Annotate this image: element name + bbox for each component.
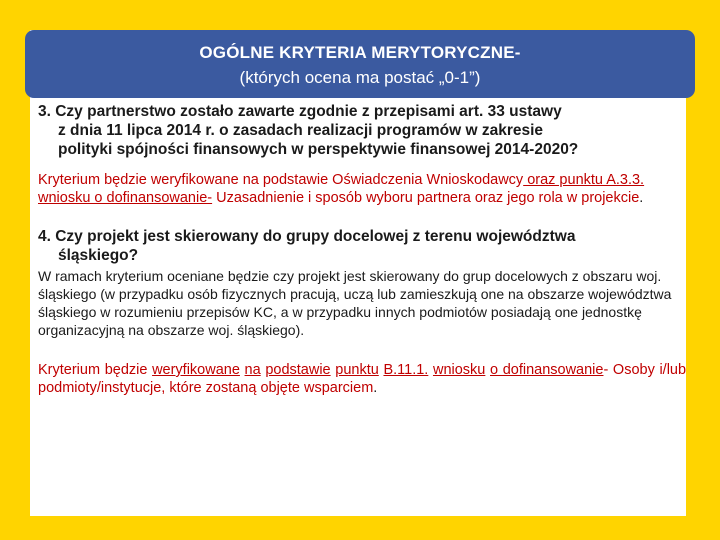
question-3 bbox=[38, 102, 686, 159]
q3-note-part-3: Uzasadnienie i sposób wyboru partnera oraz jego rola w projekcie bbox=[212, 190, 640, 206]
q4-note-w3: weryfikowane bbox=[152, 362, 240, 378]
question-4-line-2: śląskiego? bbox=[58, 247, 139, 264]
slide-content bbox=[38, 102, 686, 397]
q4-note-w7: B.11.1. bbox=[383, 362, 429, 378]
question-4-note bbox=[38, 361, 686, 397]
question-4 bbox=[38, 227, 686, 265]
q3-note-part-1: Kryterium będzie weryfikowane na podstawie Oświadczenia Wnioskodawcy bbox=[38, 172, 524, 188]
question-3-note bbox=[38, 171, 686, 207]
q4-note-w4: na bbox=[244, 362, 261, 378]
q4-note-w2: będzie bbox=[104, 362, 148, 378]
q4-note-w6: punktu bbox=[335, 362, 379, 378]
question-4-description: W ramach kryterium oceniane będzie czy projekt jest skierowany do grup docelowych z obszaru woj. śląskiego (w przypadku osób fizycznych pracują, uczą lub zamieszkują one na obszarze województwa śląskiego w rozumieniu przepisów KC, a w przypadku innych podmiotów posiadają one jednostkę organizacyjną na obszarze woj. śląskiego). bbox=[38, 268, 672, 338]
question-3-line-1: 3. Czy partnerstwo zostało zawarte zgodnie z przepisami art. 33 ustawy bbox=[38, 103, 562, 120]
q4-note-w9: o dofinansowanie bbox=[490, 362, 604, 378]
question-3-line-2: z dnia 11 lipca 2014 r. o zasadach realizacji programów w zakresie bbox=[58, 122, 544, 139]
q4-note-w1: Kryterium bbox=[38, 362, 101, 378]
header-subtitle: (których ocena ma postać „0-1”) bbox=[239, 68, 481, 87]
q3-note-part-2: oraz punktu A.3.3. wniosku o dofinansowanie- bbox=[38, 172, 645, 206]
question-4-line-1: 4. Czy projekt jest skierowany do grupy docelowej z terenu województwa bbox=[38, 228, 576, 245]
q4-note-tail: - Osoby i/lub podmioty/instytucje, które zostaną objęte wsparciem bbox=[38, 362, 687, 396]
header-title: OGÓLNE KRYTERIA MERYTORYCZNE- bbox=[199, 43, 521, 62]
q4-note-w5: podstawie bbox=[265, 362, 331, 378]
q4-note-w8: wniosku bbox=[432, 362, 486, 378]
q4-note-end: . bbox=[373, 380, 378, 396]
question-3-line-3: polityki spójności finansowych w perspektywie finansowej 2014-2020? bbox=[58, 141, 579, 158]
slide-header bbox=[25, 30, 695, 98]
q3-note-part-4: . bbox=[639, 190, 644, 206]
